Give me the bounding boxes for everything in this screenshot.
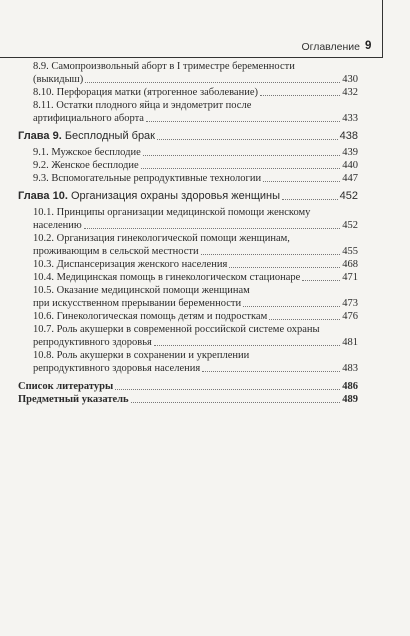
chapter-label: Глава 9. — [18, 130, 62, 142]
toc-entry-10-2 — [18, 232, 358, 258]
toc-entry-title-cont: при искусственном прерывании беременности — [33, 298, 242, 309]
toc-page-number: 438 — [339, 130, 358, 142]
toc-page-number: 476 — [342, 311, 358, 322]
leader-dots — [260, 95, 340, 96]
toc-page-number: 440 — [342, 160, 358, 171]
toc-entry-10-8 — [18, 349, 358, 375]
toc-page-number: 483 — [342, 363, 358, 374]
toc-entry-title: Список литературы — [18, 381, 114, 392]
leader-dots — [302, 280, 340, 281]
toc-entry-title: 10.4. Медицинская помощь в гинекологическом стационаре — [33, 272, 301, 283]
toc-page-number: 486 — [342, 381, 358, 392]
toc-subject-index — [18, 393, 358, 406]
toc-entry-title: 8.9. Самопроизвольный аборт в I триместре беременности — [33, 61, 295, 72]
toc-entry-9-1 — [18, 146, 358, 159]
leader-dots — [157, 139, 338, 140]
toc-entry-title-cont: проживающим в сельской местности — [33, 246, 199, 257]
leader-dots — [282, 199, 338, 200]
toc-entry-10-6 — [18, 310, 358, 323]
toc-entry-title-cont: репродуктивного здоровья населения — [33, 363, 201, 374]
toc-entry-10-5 — [18, 284, 358, 310]
leader-dots — [263, 181, 340, 182]
toc-chapter-9 — [18, 130, 358, 143]
table-of-contents — [18, 60, 358, 406]
toc-entry-title: 10.8. Роль акушерки в сохранении и укреплении — [33, 350, 250, 361]
toc-entry-9-2 — [18, 159, 358, 172]
chapter-title: Организация охраны здоровья женщины — [70, 190, 281, 202]
toc-page-number: 489 — [342, 394, 358, 405]
toc-page-number: 473 — [342, 298, 358, 309]
leader-dots — [201, 254, 341, 255]
leader-dots — [202, 371, 340, 372]
chapter-label: Глава 10. — [18, 190, 68, 202]
toc-page-number: 452 — [339, 190, 358, 202]
leader-dots — [229, 267, 340, 268]
toc-entry-10-7 — [18, 323, 358, 349]
toc-entry-9-3 — [18, 172, 358, 185]
chapter-title: Бесплодный брак — [64, 130, 155, 142]
toc-page-number: 468 — [342, 259, 358, 270]
toc-entry-title: 8.10. Перфорация матки (ятрогенное заболевание) — [33, 87, 258, 98]
leader-dots — [85, 82, 340, 83]
toc-page-number: 471 — [342, 272, 358, 283]
toc-page-number: 481 — [342, 337, 358, 348]
toc-entry-title-cont: (выкидыш) — [33, 74, 84, 85]
toc-page-number: 452 — [342, 220, 358, 231]
toc-page-number: 433 — [342, 113, 358, 124]
toc-entry-title: 10.5. Оказание медицинской помощи женщинам — [33, 285, 250, 296]
running-head: Оглавление — [301, 41, 360, 53]
toc-page-number: 447 — [342, 173, 358, 184]
leader-dots — [143, 155, 341, 156]
toc-references — [18, 380, 358, 393]
toc-entry-8-11 — [18, 99, 358, 125]
toc-entry-title: Предметный указатель — [18, 394, 129, 405]
leader-dots — [141, 168, 341, 169]
toc-entry-title: 8.11. Остатки плодного яйца и эндометрит после — [33, 100, 252, 111]
toc-entry-title: 10.2. Организация гинекологической помощи женщинам, — [33, 233, 290, 244]
toc-entry-title: 9.2. Женское бесплодие — [33, 160, 139, 171]
toc-entry-title-cont: артифициального аборта — [33, 113, 144, 124]
toc-entry-title: 10.3. Диспансеризация женского населения — [33, 259, 228, 270]
page-number: 9 — [365, 40, 372, 52]
toc-entry-title: 9.3. Вспомогательные репродуктивные технологии — [33, 173, 262, 184]
leader-dots — [115, 389, 340, 390]
toc-entry-10-1 — [18, 206, 358, 232]
toc-page-number: 432 — [342, 87, 358, 98]
toc-entry-title: 9.1. Мужское бесплодие — [33, 147, 141, 158]
toc-entry-title-cont: репродуктивного здоровья — [33, 337, 152, 348]
leader-dots — [269, 319, 340, 320]
toc-entry-title-cont: населению — [33, 220, 82, 231]
leader-dots — [154, 345, 340, 346]
toc-entry-title: 10.1. Принципы организации медицинской помощи женскому — [33, 207, 311, 218]
leader-dots — [131, 402, 341, 403]
header-vertical-rule — [382, 0, 383, 58]
toc-page-number: 455 — [342, 246, 358, 257]
leader-dots — [146, 121, 340, 122]
toc-entry-10-3 — [18, 258, 358, 271]
toc-entry-title: 10.6. Гинекологическая помощь детям и подросткам — [33, 311, 268, 322]
toc-entry-title: 10.7. Роль акушерки в современной российской системе охраны — [33, 324, 320, 335]
header-horizontal-rule — [0, 57, 383, 58]
leader-dots — [84, 228, 341, 229]
toc-page-number: 439 — [342, 147, 358, 158]
toc-page-number: 430 — [342, 74, 358, 85]
toc-chapter-10 — [18, 190, 358, 203]
toc-entry-10-4 — [18, 271, 358, 284]
leader-dots — [243, 306, 340, 307]
toc-entry-8-9 — [18, 60, 358, 86]
toc-entry-8-10 — [18, 86, 358, 99]
